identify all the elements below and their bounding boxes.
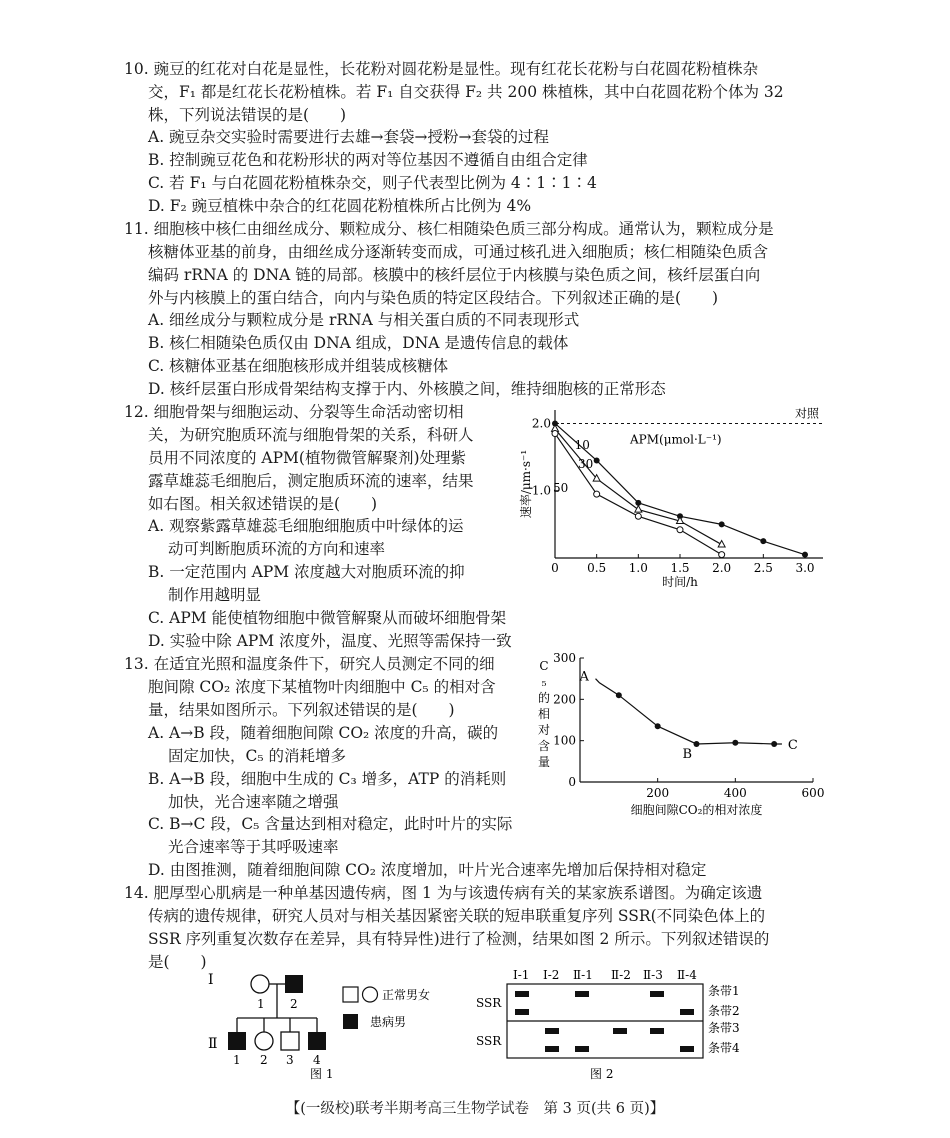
c13-y-title-char: 的 [537,691,551,705]
q13-option-b-2: 加快，光合速率随之增强 [168,793,339,811]
c13-label-a: A [579,669,589,685]
c13-y-title-char: 相 [537,707,551,721]
band-ii4-b4 [680,1046,694,1052]
band-ii1-b4 [575,1046,589,1052]
q10-option-b: B. 控制豌豆花色和花粉形状的两对等位基因不遵循自由组合定律 [148,151,588,169]
chart13-marks [596,679,782,747]
q14-line-1: 14. 肥厚型心肌病是一种单基因遗传病，图 1 为与该遗传病有关的某家族系谱图。为确定该遗 [124,884,763,902]
c12-point-50 [635,513,641,519]
gel-col-ii1: Ⅱ-1 [573,968,593,982]
q12-option-b-1: B. 一定范围内 APM 浓度越大对胞质环流的抑 [148,563,465,581]
q14-line-2: 传病的遗传规律，研究人员对与相关基因紧密关联的短串联重复序列 SSR(不同染色体上的 [148,907,766,925]
ii2-number: 2 [260,1053,268,1067]
gel-col-i1: Ⅰ-1 [513,968,530,982]
band4-label: 条带4 [708,1041,740,1055]
c12-series-label-10: 10 [574,438,590,453]
c13-point [694,741,700,747]
q10-option-c: C. 若 F₁ 与白花圆花粉植株杂交，则子代表型比例为 4∶1∶1∶4 [148,174,597,192]
ii4-number: 4 [313,1053,321,1067]
c12-x-tick-label: 3.0 [795,561,815,575]
gen2-label: Ⅱ [208,1036,218,1052]
c12-legend-title: APM(μmol·L⁻¹) [630,432,722,447]
q11-option-c: C. 核糖体亚基在细胞核形成并组装成核糖体 [148,357,449,375]
c13-x-tick-label: 400 [723,786,747,800]
q10-line-1: 10. 豌豆的红花对白花是显性，长花粉对圆花粉是显性。现有红花长花粉与白花圆花粉植株杂 [124,60,759,78]
chart13-labels [538,651,824,817]
q11-option-a: A. 细丝成分与颗粒成分是 rRNA 与相关蛋白质的不同表现形式 [148,311,580,329]
gel-col-ii2: Ⅱ-2 [611,968,631,982]
c12-series-label-50: 50 [553,481,569,496]
band-i2-b4 [545,1046,559,1052]
q13-option-a-2: 固定加快，C₅ 的消耗增多 [168,747,347,765]
c13-point [732,740,738,746]
q11-line-3: 编码 rRNA 的 DNA 链的局部。核膜中的核纤层位于内核膜与染色质之间，核纤层蛋白向 [148,266,761,284]
q13-line-2: 胞间隙 CO₂ 浓度下某植物叶肉细胞中 C₅ 的相对含 [148,678,496,696]
q11-option-b: B. 核仁相随染色质仅由 DNA 组成，DNA 是遗传信息的载体 [148,334,569,352]
c12-point-30 [635,506,642,513]
c12-x-title: 时间/h [662,575,698,589]
q14-line-3: SSR 序列重复次数存在差异，具有特异性)进行了检测，结果如图 2 所示。下列叙述错误的 [148,930,770,948]
q12-line-1: 12. 细胞骨架与细胞运动、分裂等生命活动密切相 [124,403,464,421]
q11-line-2: 核糖体亚基的前身，由细丝成分逐渐转变而成，可通过核孔进入细胞质；核仁相随染色质含 [148,243,769,261]
c12-series-label-30: 30 [578,456,594,471]
figure1-caption: 图 1 [310,1067,334,1081]
c13-label-c: C [787,737,798,753]
c13-point [655,723,661,729]
q10-line-3: 株，下列说法错误的是( ) [148,106,347,124]
legend-affected-text: 患病男 [370,1015,407,1029]
gel-col-ii3: Ⅱ-3 [643,968,663,982]
chart-c5-vs-co2 [530,648,830,820]
q13-line-3: 量，结果如图所示。下列叙述错误的是( ) [148,701,455,719]
q10-option-a: A. 豌豆杂交实验时需要进行去雄→套袋→授粉→套袋的过程 [148,128,550,146]
i1-number: 1 [257,997,265,1011]
c12-point-10 [719,521,725,527]
band2-label: 条带2 [708,1004,740,1018]
c12-y-tick-label: 1.0 [531,483,551,498]
band1-label: 条带1 [708,984,740,998]
c13-y-tick-label: 300 [553,651,576,665]
band-i2-b3 [545,1028,559,1034]
q13-line-1: 13. 在适宜光照和温度条件下，研究人员测定不同的细 [124,655,495,673]
c12-point-10 [802,552,808,558]
q13-option-c-1: C. B→C 段，C₅ 含量达到相对稳定，此时叶片的实际 [148,815,513,833]
c12-point-50 [719,552,725,558]
q13-option-c-2: 光合速率等于其呼吸速率 [168,838,339,856]
band-ii4-b2 [680,1009,694,1015]
page-footer: 【(一级校)联考半期考高三生物学试卷 第 3 页(共 6 页)】 [285,1101,665,1117]
band-ii3-b3 [650,1028,664,1034]
chart-apm-cytoplasmic-streaming [500,398,830,590]
c13-point [616,692,622,698]
c13-point [771,741,777,747]
c12-control-label: 对照 [795,406,820,421]
c12-point-10 [760,538,766,544]
pedigree-ii1-male-affected [228,1032,246,1050]
c13-series-line [596,679,782,744]
q11-option-d: D. 核纤层蛋白形成骨架结构支撑于内、外核膜之间，维持细胞核的正常形态 [148,380,666,398]
c12-y-title: 速率/μm·s⁻¹ [519,449,533,519]
q12-line-3: 员用不同浓度的 APM(植物微管解聚剂)处理紫 [148,449,467,467]
chart13-axes [580,658,813,782]
gel-row-ssr-top: SSR [476,996,502,1010]
c12-point-50 [677,527,683,533]
pedigree-ii4-male-affected [308,1032,326,1050]
c12-x-tick-label: 0.5 [587,561,607,575]
c13-y-title-char: C [539,659,549,673]
q13-option-d: D. 由图推测，随着细胞间隙 CO₂ 浓度增加，叶片光合速率先增加后保持相对稳定 [148,861,707,879]
c12-x-tick-label: 2.0 [712,561,732,575]
band-i1-b1 [515,991,529,997]
q12-option-a-2: 动可判断胞质环流的方向和速率 [168,540,386,558]
c13-x-title: 细胞间隙CO₂的相对浓度 [630,803,763,817]
q12-option-c: C. APM 能使植物细胞中微管解聚从而破坏细胞骨架 [148,609,507,627]
c12-point-10 [594,457,600,463]
q12-line-4: 露草雄蕊毛细胞后，测定胞质环流的速率，结果 [148,472,474,490]
c12-x-tick-label: 1.0 [628,561,648,575]
c12-point-50 [594,491,600,497]
legend-normal-female [363,987,378,1002]
q11-line-4: 外与内核膜上的蛋白结合，向内与染色质的特定区段结合。下列叙述正确的是( ) [148,289,719,307]
band-ii1-b1 [575,991,589,997]
i2-number: 2 [290,997,298,1011]
ii1-number: 1 [233,1053,241,1067]
c13-y-tick-label: 100 [553,733,576,748]
q14-line-4: 是( ) [148,953,207,971]
band-i1-b2 [515,1009,529,1015]
c13-x-tick-label: 600 [801,786,825,800]
pedigree-i1-female-normal [251,975,269,993]
q10-line-2: 交，F₁ 都是红花长花粉植株。若 F₁ 自交获得 F₂ 共 200 株植株，其中白花圆花粉个体为 32 [148,83,784,101]
band-ii3-b1 [650,991,664,997]
pedigree-ii2-female-normal [255,1032,273,1050]
pedigree-ii3-male-normal [281,1032,299,1050]
band-ii2-b3 [613,1028,627,1034]
ii3-number: 3 [286,1053,294,1067]
chart12-labels [518,405,820,589]
c13-y-tick-label: 200 [553,692,576,707]
q12-line-2: 关，为研究胞质环流与细胞骨架的关系，科研人 [148,426,474,444]
gel-col-i2: Ⅰ-2 [543,968,560,982]
c13-y-tick-label: 0 [568,775,576,789]
q13-option-b-1: B. A→B 段，细胞中生成的 C₃ 增多，ATP 的消耗则 [148,770,507,788]
c13-y-title-char: 含 [537,739,551,753]
ssr-gel-figure [470,966,770,1084]
gel-col-ii4: Ⅱ-4 [677,968,697,982]
c13-y-title-char: 量 [537,755,551,769]
c12-x-tick-label: 1.5 [670,561,690,575]
q10-option-d: D. F₂ 豌豆植株中杂合的红花圆花粉植株所占比例为 4% [148,197,532,215]
q13-option-a-1: A. A→B 段，随着细胞间隙 CO₂ 浓度的升高，碳的 [148,724,499,742]
c13-x-tick-label: 200 [646,786,670,800]
c12-point-50 [552,431,558,437]
q11-line-1: 11. 细胞核中核仁由细丝成分、颗粒成分、核仁相随染色质三部分构成。通常认为，颗粒成分是 [124,220,774,238]
q12-option-b-2: 制作用越明显 [168,586,262,604]
c13-y-title-char: ₅ [541,675,547,689]
gel-row-ssr-bottom: SSR [476,1034,502,1048]
pedigree-figure [200,966,460,1084]
legend-normal-text: 正常男女 [382,988,431,1002]
legend-normal-male [343,987,358,1002]
c12-y-tick-label: 2.0 [531,416,551,431]
figure2-caption: 图 2 [590,1067,614,1081]
band3-label: 条带3 [708,1021,740,1035]
gen1-label: Ⅰ [208,972,214,988]
pedigree-i2-male-affected [285,975,303,993]
c13-label-b: B [682,746,693,762]
q12-option-a-1: A. 观察紫露草雄蕊毛细胞细胞质中叶绿体的运 [148,517,464,535]
legend-affected-male [343,1014,358,1029]
c12-x-tick-label: 0 [551,561,559,575]
c13-y-title-char: 对 [537,723,551,737]
q12-line-5: 如右图。相关叙述错误的是( ) [148,495,378,513]
c12-x-tick-label: 2.5 [753,561,773,575]
q12-option-d: D. 实验中除 APM 浓度外，温度、光照等需保持一致 [148,632,512,650]
